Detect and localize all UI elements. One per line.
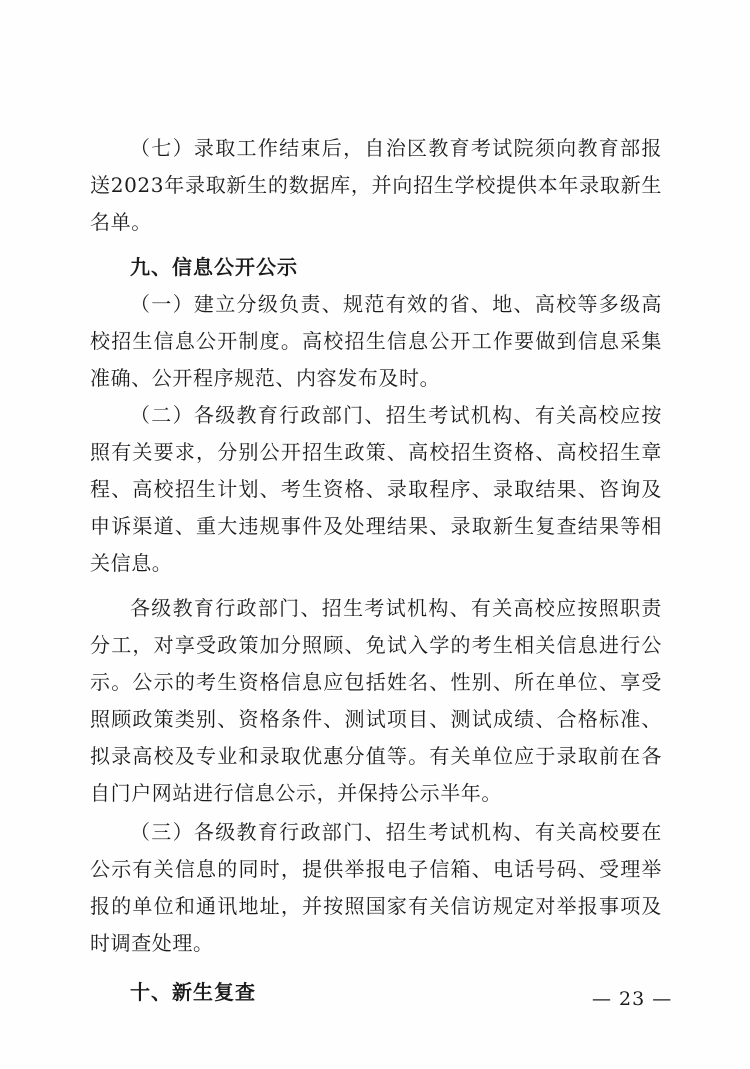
paragraph-info-disclosure-3: （三）各级教育行政部门、招生考试机构、有关高校要在公示有关信息的同时，提供举报电子信箱、电话号码、受理举报的单位和通讯地址，并按照国家有关信访规定对举报事项及时调查处理。: [90, 820, 662, 955]
page-number: — 23 —: [592, 988, 673, 1010]
section-heading-9: 九、信息公开公示: [130, 255, 298, 279]
paragraph-info-disclosure-2b: 各级教育行政部门、招生考试机构、有关高校应按照职责分工，对享受政策加分照顾、免试入学的考生相关信息进行公示。公示的考生资格信息应包括姓名、性别、所在单位、享受照顾政策类别、资格条件、测试项目、测试成绩、合格标准、拟录高校及专业和录取优惠分值等。有关单位应于录取前在各自门户网站进行信息公示，并保持公示半年。: [90, 596, 662, 805]
paragraph-admission-end: （七）录取工作结束后，自治区教育考试院须向教育部报送2023年录取新生的数据库，并向招生学校提供本年录取新生名单。: [90, 136, 662, 234]
paragraph-info-disclosure-2: （二）各级教育行政部门、招生考试机构、有关高校应按照有关要求，分别公开招生政策、高校招生资格、高校招生章程、高校招生计划、考生资格、录取程序、录取结果、咨询及申诉渠道、重大违规事件及处理结果、录取新生复查结果等相关信息。: [90, 403, 662, 575]
document-body: [90, 130, 662, 1011]
spacer: [90, 582, 662, 590]
paragraph-info-disclosure-1: （一）建立分级负责、规范有效的省、地、高校等多级高校招生信息公开制度。高校招生信息公开工作要做到信息采集准确、公开程序规范、内容发布及时。: [90, 292, 662, 390]
section-heading-10: 十、新生复查: [130, 980, 256, 1004]
spacer: [90, 241, 662, 249]
